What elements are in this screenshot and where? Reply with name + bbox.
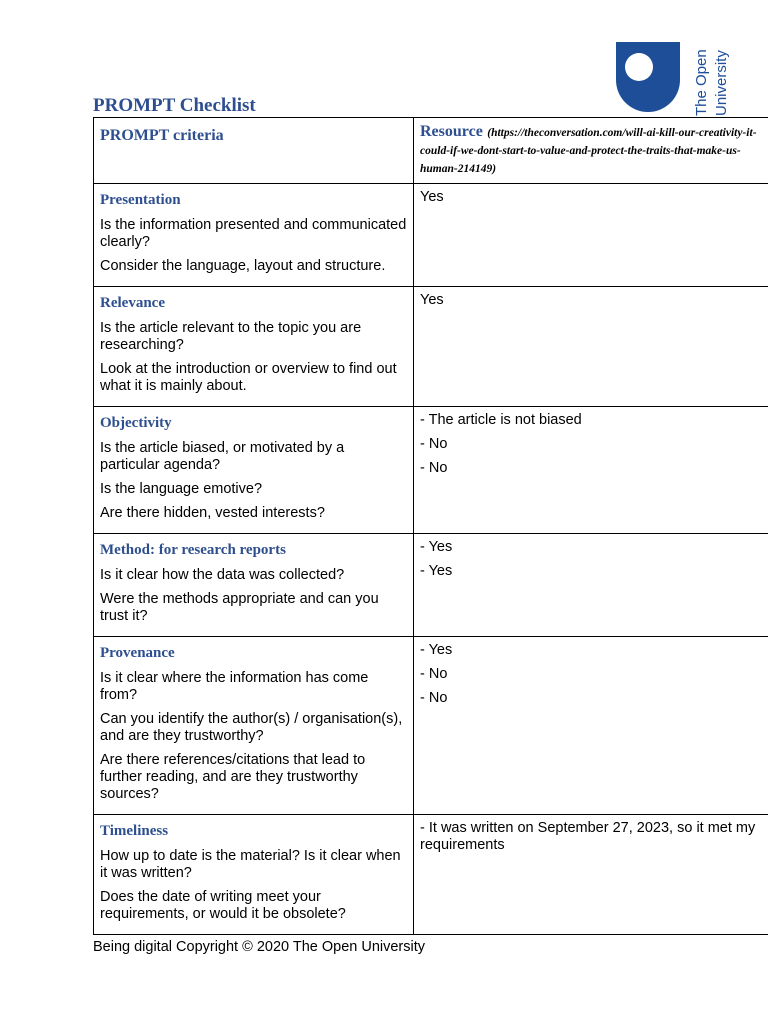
table-row	[94, 534, 768, 637]
prompt-checklist-table	[93, 117, 768, 935]
criteria-name: Relevance	[100, 295, 165, 311]
criteria-cell	[94, 287, 414, 407]
logo-text-line2: University	[713, 50, 730, 116]
answer-text: Yes	[420, 292, 444, 308]
criteria-question: Look at the introduction or overview to find out what it is mainly about.	[100, 361, 397, 394]
criteria-question: Is the article relevant to the topic you are researching?	[100, 320, 362, 353]
criteria-name: Objectivity	[100, 415, 172, 431]
criteria-name: Method: for research reports	[100, 542, 286, 558]
answer-text: - No	[420, 666, 448, 682]
answer-cell	[414, 287, 768, 407]
logo-dot-icon	[625, 53, 653, 81]
criteria-question: Is the article biased, or motivated by a particular agenda?	[100, 440, 345, 473]
answer-text: - No	[420, 690, 448, 706]
answer-text: - Yes	[420, 539, 453, 555]
answer-text: - The article is not biased	[420, 412, 582, 428]
criteria-question: Consider the language, layout and structure.	[100, 258, 386, 274]
answer-cell	[414, 407, 768, 534]
answer-cell	[414, 637, 768, 815]
answer-text: - Yes	[420, 642, 453, 658]
table-row	[94, 815, 768, 935]
criteria-name: Provenance	[100, 645, 175, 661]
table-row	[94, 287, 768, 407]
criteria-cell	[94, 815, 414, 935]
criteria-question: Were the methods appropriate and can you trust it?	[100, 591, 379, 624]
criteria-question: Is it clear where the information has come from?	[100, 670, 369, 703]
criteria-header: PROMPT criteria	[100, 127, 224, 144]
criteria-question: How up to date is the material? Is it clear when it was written?	[100, 848, 401, 881]
answer-text: - Yes	[420, 563, 453, 579]
answer-text: - No	[420, 436, 448, 452]
footer-copyright: Being digital Copyright © 2020 The Open University	[93, 939, 426, 955]
criteria-cell	[94, 184, 414, 287]
answer-cell	[414, 534, 768, 637]
table-row	[94, 407, 768, 534]
logo-text-line1: The Open	[693, 49, 710, 116]
criteria-name: Timeliness	[100, 823, 169, 839]
criteria-question: Is the information presented and communicated clearly?	[100, 217, 407, 250]
criteria-cell	[94, 534, 414, 637]
resource-header: Resource	[420, 123, 483, 140]
criteria-question: Is the language emotive?	[100, 481, 263, 497]
criteria-question: Is it clear how the data was collected?	[100, 567, 345, 583]
resource-header-cell	[414, 118, 768, 184]
resource-url: (https://theconversation.com/will-ai-kill-our-creativity-it-could-if-we-dont-start-to-value-and-protect-the-traits-that-make-us-human-214149)	[420, 127, 757, 175]
table-header-row	[94, 118, 768, 184]
open-university-logo	[614, 40, 732, 118]
answer-cell	[414, 184, 768, 287]
table-row	[94, 184, 768, 287]
answer-text: - No	[420, 460, 448, 476]
criteria-header-cell	[94, 118, 414, 184]
criteria-question: Can you identify the author(s) / organisation(s), and are they trustworthy?	[100, 711, 403, 744]
criteria-cell	[94, 407, 414, 534]
page-title: PROMPT Checklist	[93, 95, 256, 116]
criteria-question: Are there references/citations that lead to further reading, and are they trustworthy sources?	[100, 752, 366, 802]
table-row	[94, 637, 768, 815]
criteria-question: Does the date of writing meet your requirements, or would it be obsolete?	[100, 889, 346, 922]
criteria-cell	[94, 637, 414, 815]
criteria-name: Presentation	[100, 192, 181, 208]
answer-text: - It was written on September 27, 2023, so it met my requirements	[420, 820, 756, 853]
criteria-question: Are there hidden, vested interests?	[100, 505, 325, 521]
answer-text: Yes	[420, 189, 444, 205]
answer-cell	[414, 815, 768, 935]
